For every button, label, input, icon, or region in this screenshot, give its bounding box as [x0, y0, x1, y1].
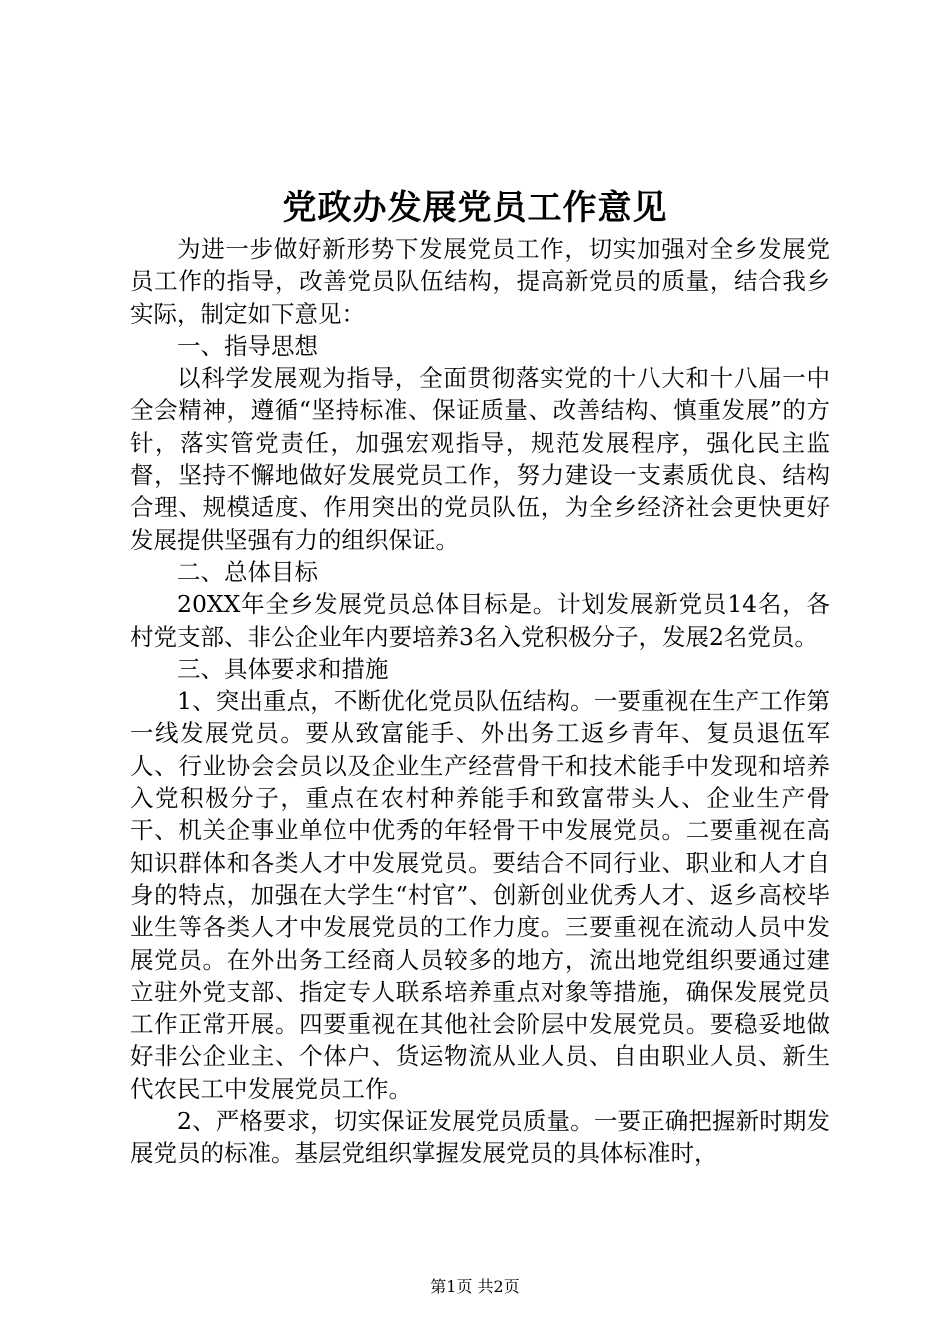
paragraph-guiding-ideology: 以科学发展观为指导，全面贯彻落实党的十八大和十八届一中全会精神，遵循“坚持标准、保证质量、改善结构、慎重发展”的方针，落实管党责任，加强宏观指导，规范发展程序，强化民主监督，坚持不懈地做好发展党员工作，努力建设一支素质优良、结构合理、规模适度、作用突出的党员队伍，为全乡经济社会更快更好发展提供坚强有力的组织保证。 — [130, 364, 830, 554]
paragraph-requirement-2: 2、严格要求，切实保证发展党员质量。一要正确把握新时期发展党员的标准。基层党组织掌握发展党员的具体标准时， — [130, 1107, 830, 1168]
document-body — [130, 233, 830, 1170]
paragraph-intro: 为进一步做好新形势下发展党员工作，切实加强对全乡发展党员工作的指导，改善党员队伍结构，提高新党员的质量，结合我乡实际，制定如下意见： — [130, 235, 830, 328]
paragraph-requirement-1: 1、突出重点，不断优化党员队伍结构。一要重视在生产工作第一线发展党员。要从致富能手、外出务工返乡青年、复员退伍军人、行业协会会员以及企业生产经营骨干和技术能手中发现和培养入党积极分子，重点在农村种养能手和致富带头人、企业生产骨干、机关企事业单位中优秀的年轻骨干中发展党员。二要重视在高知识群体和各类人才中发展党员。要结合不同行业、职业和人才自身的特点，加强在大学生“村官”、创新创业优秀人才、返乡高校毕业生等各类人才中发展党员的工作力度。三要重视在流动人员中发展党员。在外出务工经商人员较多的地方，流出地党组织要通过建立驻外党支部、指定专人联系培养重点对象等措施，确保发展党员工作正常开展。四要重视在其他社会阶层中发展党员。要稳妥地做好非公企业主、个体户、货运物流从业人员、自由职业人员、新生代农民工中发展党员工作。 — [130, 687, 830, 1103]
page-number-footer: 第1页 共2页 — [430, 1277, 520, 1296]
paragraph-overall-goal: 20XX年全乡发展党员总体目标是。计划发展新党员14名，各村党支部、非公企业年内要培养3名入党积极分子，发展2名党员。 — [130, 590, 830, 651]
section-heading-guiding-ideology: 一、指导思想 — [177, 331, 318, 360]
section-heading-overall-goal: 二、总体目标 — [177, 557, 318, 586]
document-title: 党政办发展党员工作意见 — [282, 188, 668, 228]
section-heading-requirements: 三、具体要求和措施 — [177, 654, 389, 683]
